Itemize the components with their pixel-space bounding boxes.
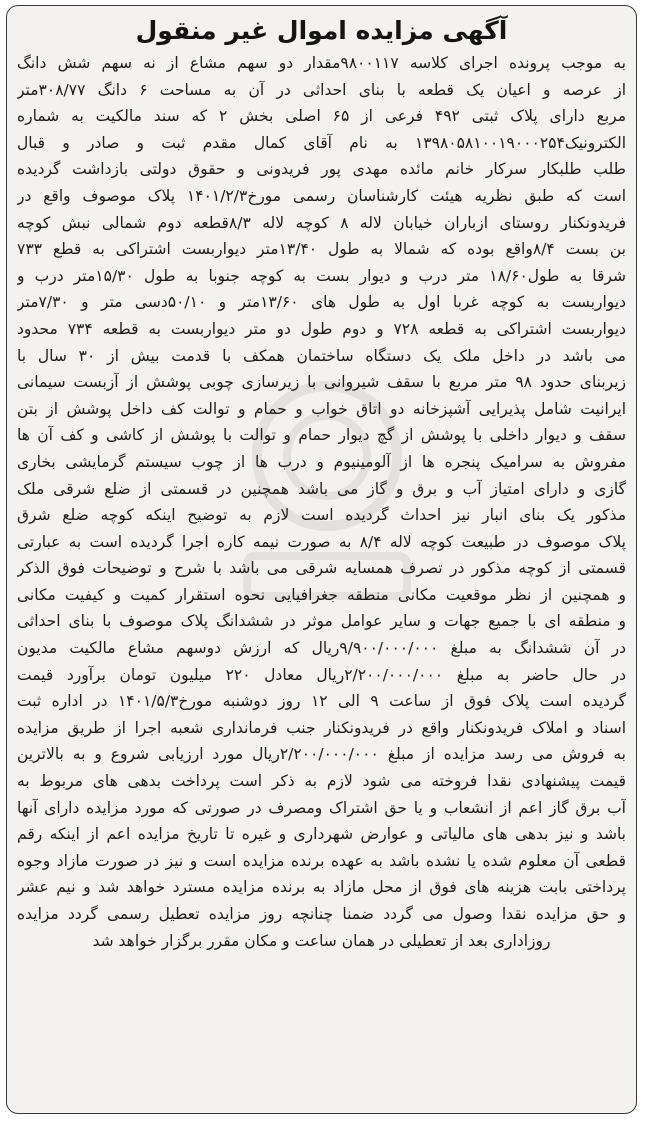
notice-line: بن بست ۸/۴واقع بوده که شمالا به طول ۱۳/۴۰متر دیواربست اشتراکی به قطع ۷۳۳: [17, 240, 626, 259]
notice-line: روزاداری بعد از تعطیلی در همان ساعت و مکان مقرر برگزار خواهد شد: [92, 931, 551, 950]
notice-line: قیمت پیشنهادی نقدا فروخته می شود لازم به ذکر است پرداخت بدهی های مربوط به: [17, 772, 626, 791]
notice-line: قسمتی از کوچه مذکور در تصرف همسایه شرقی می باشد با شرح و توضیحات فوق الذکر: [17, 559, 626, 578]
notice-line: سقف و دیوار داخلی با پوشش از گچ دیوار حمام و توالت با پوشش از کاشی و کف آن ها: [17, 426, 626, 445]
notice-line: اسناد و املاک فریدونکنار واقع در فریدونکنار جنب فرمانداری شعبه اجرا از طریق مزایده: [17, 718, 626, 737]
notice-line: از عرصه و اعیان یک قطعه با بنای احداثی در آن به مساحت ۶ دانگ ۳۰۸/۷۷متر: [17, 80, 626, 99]
notice-body: [17, 50, 626, 954]
auction-notice: [6, 5, 637, 1114]
notice-line: پرداختی بابت هزینه های فوق از محل مازاد به برنده مزایده مسترد خواهد شد و نیم عشر: [17, 878, 626, 897]
notice-line: شرقا به طول۱۸/۶۰ متر درب و دیوار بست به کوچه جنوبا به طول ۱۵/۳۰متر درب و: [17, 266, 626, 285]
notice-line: زیربنای حدود ۹۸ متر مربع با سقف شیروانی با زیرسازی چوبی پوشش از آزبست سیمانی: [17, 373, 626, 392]
notice-line: می باشد در داخل ملک یک دستگاه ساختمان همکف با قدمت بیش از ۳۰ سال با: [17, 346, 626, 365]
notice-line: قطعی آن معلوم شده یا نشده باشد به عهده برنده مزایده است و نیز در صورت مازاد وجوه: [17, 851, 626, 870]
notice-line: در حال حاضر به مبلغ ۲/۲۰۰/۰۰۰/۰۰۰ریال معادل ۲۲۰ میلیون تومان برآورد قیمت: [17, 665, 626, 684]
notice-line: پلاک موصوف در طبیعت کوچه لاله ۸/۴ به صورت نیمه کاره اجرا گردیده است به عبارتی: [17, 532, 626, 551]
notice-line: مفروش به سرامیک پنجره ها از آلومینیوم و درب ها از چوب سیستم گرمایشی بخاری: [17, 452, 626, 471]
notice-line: دیواربست به کوچه غربا اول به طول های ۱۳/۶۰متر و ۵۰/۱۰دسی متر و ۷/۳۰متر: [17, 293, 626, 312]
notice-line: و حق مزایده نقدا وصول می گردد ضمنا چنانچه روز مزایده تعطیل رسمی گردد مزایده: [17, 905, 626, 923]
notice-title: آگهی مزایده اموال غیر منقول: [135, 15, 508, 45]
notice-line: در آن ششدانگ به مبلغ ۹/۹۰۰/۰۰۰/۰۰۰ریال که ارزش دوسهم مشاع مالکیت مدیون: [17, 639, 626, 658]
notice-line: دیواربست اشتراکی به قطعه ۷۲۸ و دوم طول دو متر دیواربست به قطعه ۷۳۴ محدود: [17, 319, 626, 338]
notice-line: مذکور یک بنای انبار نیز احداث گردیده است لازم به توضیح اینکه کوچه ضلع شرق: [17, 506, 626, 525]
notice-line: طلب طلبکار سرکار خانم مائده مهدی پور فریدونی و حقوق دولتی بازداشت گردیده: [17, 160, 626, 179]
notice-line: و همچنین از نظر موقعیت مکانی منطقه جغرافیایی نحوه استقرار کمیت و کیفیت مکانی: [17, 585, 626, 604]
notice-line: ایرانیت شامل پذیرایی آشپزخانه دو اتاق خواب و حمام و توالت کف داخل پوشش از بتن: [17, 399, 626, 418]
notice-line: و منطقه ای با جمیع جهات و سایر عوامل موثر در ششدانگ پلاک موصوف با بنای احداثی: [17, 612, 626, 631]
notice-line: مربع دارای پلاک ثبتی ۴۹۲ فرعی از ۶۵ اصلی بخش ۲ که سند مالکیت به شماره: [17, 107, 626, 126]
notice-line: باشد و نیز بدهی های مالیاتی و عوارض شهرداری و غیره تا تاریخ مزایده اعم از اینکه رقم: [17, 825, 626, 844]
notice-line: است که طبق نظریه هیئت کارشناسان رسمی مورخ۱۴۰۱/۲/۳ پلاک موصوف واقع در: [17, 186, 626, 205]
notice-line: به فروش می رسد مزایده از مبلغ ۲/۲۰۰/۰۰۰/۰۰۰ریال مورد ارزیابی شروع و به بالاترین: [17, 745, 626, 764]
notice-line: به موجب پرونده اجرای کلاسه ۹۸۰۰۱۱۷مقدار دو سهم مشاع از نه سهم شش دانگ: [17, 54, 626, 72]
notice-line: الکترونیک۱۳۹۸۰۵۸۱۰۰۱۹۰۰۰۲۵۴ به نام آقای کمال مقدم ثبت و صادر و قبال: [17, 133, 626, 152]
notice-line: گازی و دارای امتیاز آب و برق و گاز می باشد همچنین در قسمتی از ضلع شرقی ملک: [17, 479, 626, 498]
notice-line: گردیده است پلاک فوق از ساعت ۹ الی ۱۲ روز دوشنبه مورخ۱۴۰۱/۵/۳ در اداره ثبت: [17, 692, 626, 711]
notice-line: آب برق گاز اعم از انشعاب و یا حق اشتراک ومصرف در صورتی که مورد مزایده دارای آنها: [17, 798, 626, 817]
notice-line: فریدونکنار روستای ازباران خیابان لاله ۸ کوچه لاله ۸/۳قطعه دوم شمالی نبش کوچه: [17, 213, 626, 232]
title-wrap: [7, 12, 636, 48]
